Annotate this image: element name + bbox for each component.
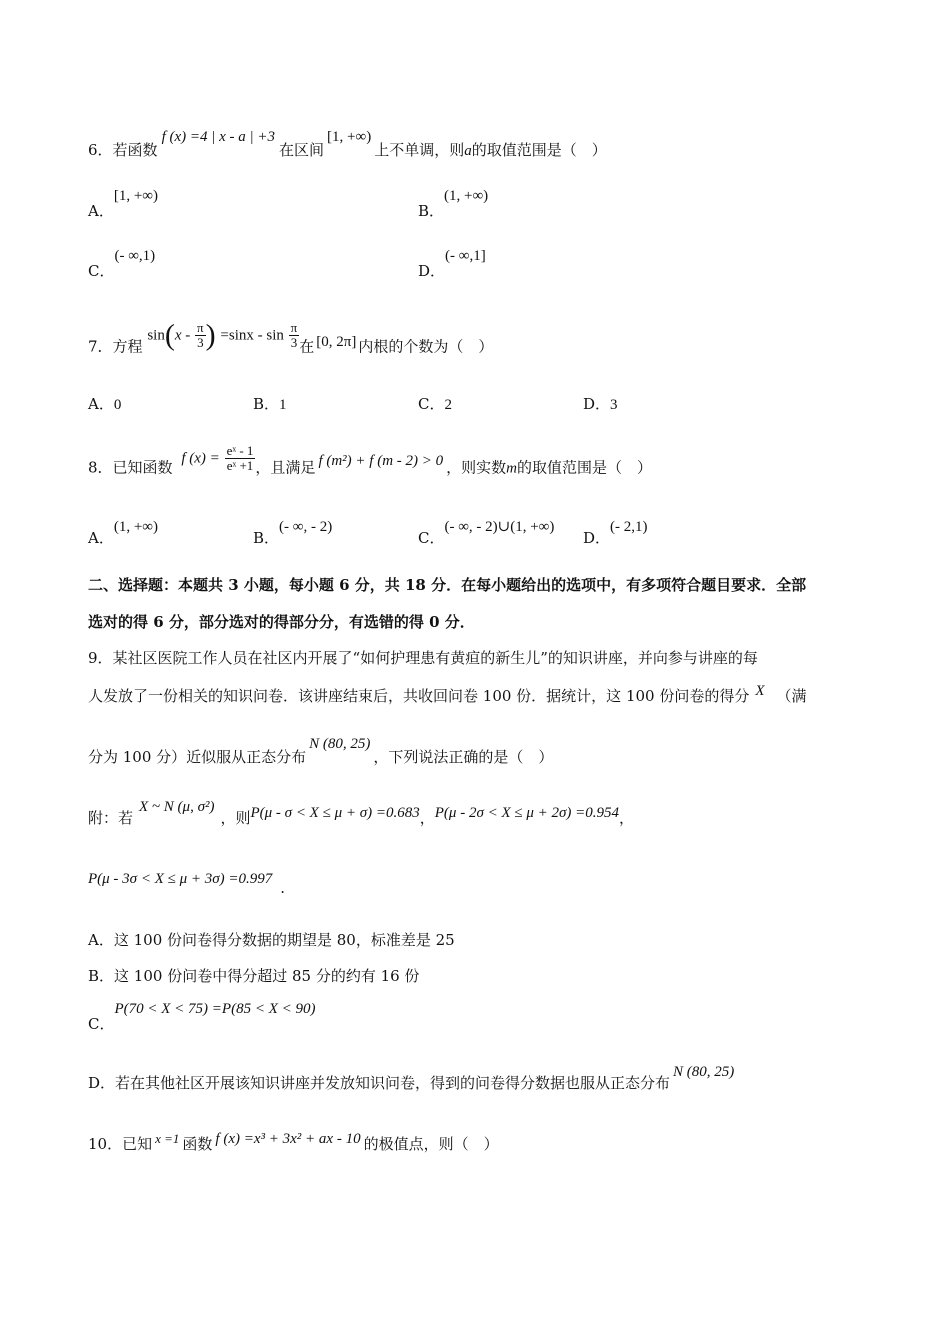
option-expr: (- ∞, - 2) [279, 519, 333, 535]
q10-stem [88, 1131, 499, 1155]
q9-note-then: ，则 [220, 809, 251, 827]
q9-line3-end: ，下列说法正确的是（ ） [373, 748, 554, 766]
q8-option-c[interactable] [418, 519, 555, 549]
q8-option-d[interactable] [583, 519, 648, 549]
option-expr: (- ∞,1] [445, 248, 486, 264]
q7-frac-1 [195, 321, 206, 350]
option-expr: 3 [610, 397, 618, 413]
q8-var-m: m [506, 460, 518, 477]
comma: ， [619, 809, 635, 827]
frac-num: π [197, 320, 204, 335]
option-expr: 2 [444, 397, 452, 413]
frac-num: eˣ - 1 [226, 443, 254, 458]
q9-note-line2 [88, 868, 286, 897]
option-label: C． [418, 395, 445, 413]
q7-option-d[interactable] [583, 394, 618, 415]
q7-var: x - [174, 327, 191, 344]
q9-option-c[interactable] [88, 1001, 316, 1035]
q7-number: 7． [88, 337, 113, 356]
option-label: B． [253, 395, 280, 413]
q9-note [88, 799, 635, 829]
q6-stem [88, 129, 607, 161]
q10-pre: 已知 [122, 1135, 153, 1153]
option-expr: (- ∞, - 2)∪(1, +∞) [444, 519, 555, 535]
option-expr: (1, +∞) [444, 188, 489, 204]
q6-option-d[interactable] [418, 248, 486, 282]
q9-option-b[interactable]: B．这 100 份问卷中得分超过 85 分的约有 16 份 [88, 967, 420, 985]
q7-equation [147, 318, 299, 352]
q9-option-d[interactable] [88, 1064, 735, 1094]
q9-var-x: X [755, 683, 765, 699]
comma: ， [419, 809, 435, 827]
q7-option-a[interactable] [88, 394, 121, 415]
q9-note-pre: 附：若 [88, 809, 134, 827]
option-label: B． [253, 529, 280, 547]
section2-line2: 选对的得 6 分，部分选对的得部分分，有选错的得 0 分． [88, 613, 475, 631]
frac-den: eˣ +1 [226, 458, 254, 473]
period: . [280, 879, 286, 897]
q9-line2-end: （满 [776, 687, 807, 705]
q7-interval: [0, 2π] [316, 333, 357, 350]
q6-pre: 若函数 [112, 141, 158, 159]
q9-prob-1: P(μ - σ < X ≤ μ + σ) =0.683 [250, 805, 420, 821]
option-label: A． [88, 395, 114, 413]
q7-option-c[interactable] [418, 394, 452, 415]
q8-condition: f (m²) + f (m - 2) > 0 [318, 452, 444, 469]
q10-post: 的极值点，则（ ） [363, 1135, 499, 1153]
q9-line1: 9．某社区医院工作人员在社区内开展了“如何护理患有黄疸的新生儿”的知识讲座，并向参与讲座的每 [88, 649, 758, 667]
q7-mid: 在 [299, 337, 315, 356]
q6-number: 6． [88, 141, 113, 159]
q6-mid: 在区间 [279, 141, 325, 159]
q7-rhs: =sinx - sin [220, 327, 284, 344]
q8-post-b: 的取值范围是（ ） [517, 458, 653, 477]
q9-distribution: N (80, 25) [309, 736, 371, 752]
q6-post-b: 的取值范围是（ ） [471, 141, 607, 159]
q8-stem [88, 443, 653, 483]
q6-interval: [1, +∞) [327, 129, 372, 145]
option-label: D． [583, 529, 611, 547]
option-expr: 1 [279, 397, 287, 413]
option-label: C． [418, 529, 445, 547]
frac-num: π [290, 320, 298, 335]
q9-prob-3: P(μ - 3σ < X ≤ μ + 3σ) =0.997 [88, 871, 273, 887]
option-label: C． [88, 1015, 115, 1033]
q10-function: f (x) =x³ + 3x² + ax - 10 [215, 1131, 361, 1147]
q9-line2 [88, 683, 807, 707]
q6-var-a: a [464, 143, 472, 159]
option-label: A． [88, 529, 114, 547]
q7-option-b[interactable] [253, 394, 287, 415]
option-expr: [1, +∞) [113, 188, 158, 204]
q9-line3 [88, 736, 554, 768]
option-text: D．若在其他社区开展该知识讲座并发放知识问卷，得到的问卷得分数据也服从正态分布 [88, 1074, 671, 1092]
paren-open: ( [164, 318, 175, 352]
option-label: D． [583, 395, 611, 413]
frac-den: 3 [290, 335, 298, 350]
option-expr: (- ∞,1) [114, 248, 156, 264]
q9-line3-text: 分为 100 分）近似服从正态分布 [88, 748, 307, 766]
option-label: A． [88, 202, 114, 220]
paren-close: ) [205, 318, 216, 352]
q7-pre: 方程 [112, 337, 143, 356]
q8-pre: 已知函数 [112, 458, 173, 477]
q7-sin: sin [147, 327, 165, 344]
q8-option-a[interactable] [88, 519, 158, 549]
q7-frac-2 [289, 321, 300, 350]
q7-stem [88, 318, 494, 362]
q6-function: f (x) =4 | x - a | +3 [161, 129, 276, 145]
option-expr: P(70 < X < 75) =P(85 < X < 90) [114, 1001, 316, 1017]
q9-note-dist: X ~ N (μ, σ²) [139, 799, 215, 815]
q10-number: 10． [88, 1135, 123, 1153]
q8-cond-pre: ，且满足 [255, 458, 316, 477]
q10-mid: 函数 [182, 1135, 213, 1153]
q6-option-c[interactable] [88, 248, 156, 282]
q8-frac [225, 444, 256, 473]
q6-option-b[interactable] [418, 188, 489, 222]
q8-func-lhs: f (x) = [181, 450, 220, 467]
q7-post: 内根的个数为（ ） [358, 337, 494, 356]
q9-option-a[interactable]: A．这 100 份问卷得分数据的期望是 80，标准差是 25 [88, 931, 455, 949]
q9-line2-text: 人发放了一份相关的知识问卷．该讲座结束后，共收回问卷 100 份．据统计，这 100 份问卷的得分 [88, 687, 750, 705]
q8-post-a: ，则实数 [446, 458, 507, 477]
q6-post-a: 上不单调，则 [374, 141, 465, 159]
q9-prob-2: P(μ - 2σ < X ≤ μ + 2σ) =0.954 [434, 805, 620, 821]
frac-den: 3 [197, 335, 204, 350]
q10-x-equals: x =1 [155, 1131, 180, 1146]
option-expr: N (80, 25) [673, 1064, 735, 1080]
option-expr: (- 2,1) [610, 519, 648, 535]
option-label: D． [418, 262, 446, 280]
q8-number: 8． [88, 458, 113, 477]
option-label: C． [88, 262, 115, 280]
q8-option-b[interactable] [253, 519, 333, 549]
q6-option-a[interactable] [88, 188, 158, 222]
option-expr: (1, +∞) [113, 519, 158, 535]
option-label: B． [418, 202, 445, 220]
section2-line1: 二、选择题：本题共 3 小题，每小题 6 分，共 18 分．在每小题给出的选项中，有多项符合题目要求．全部 [88, 576, 807, 594]
q8-function [181, 444, 255, 473]
option-expr: 0 [113, 397, 122, 413]
